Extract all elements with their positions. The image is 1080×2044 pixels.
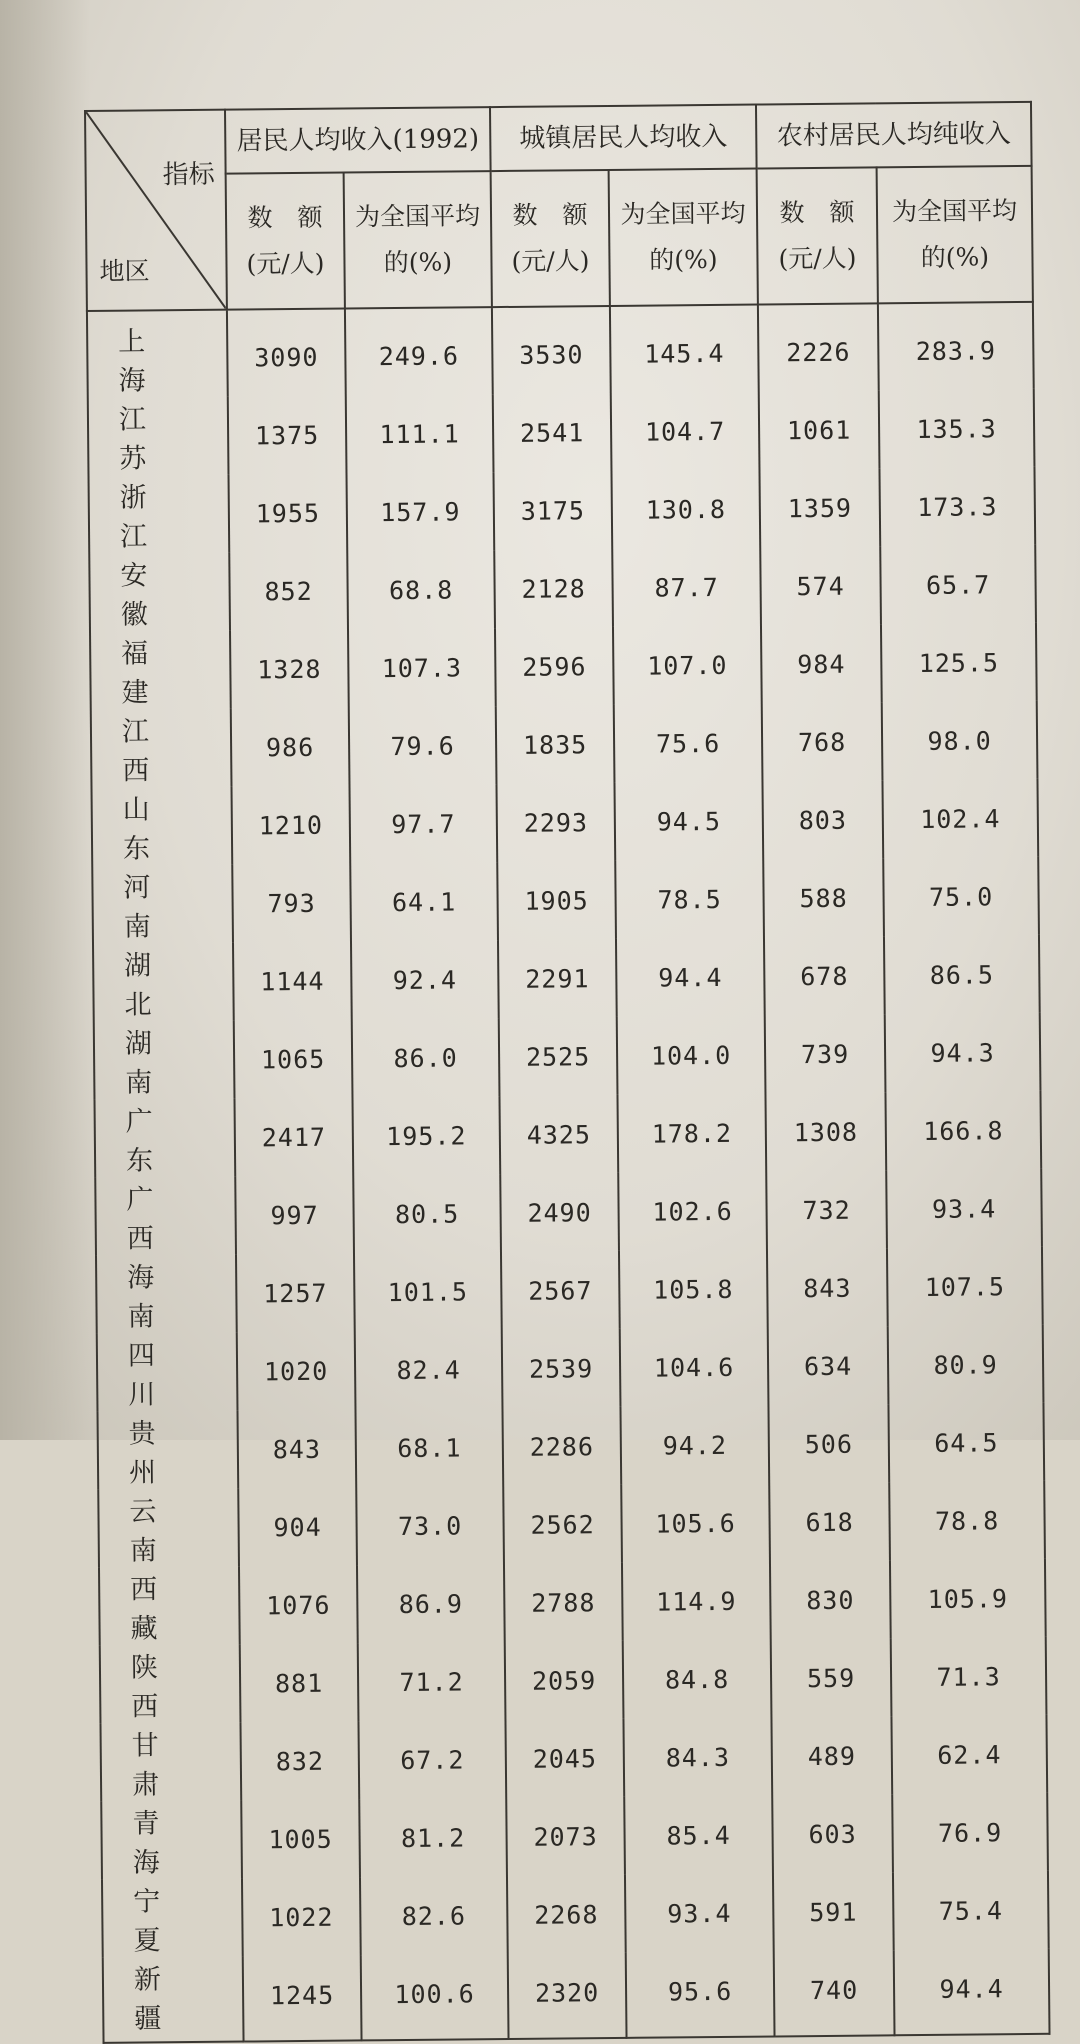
region-name-char: 建 xyxy=(121,677,149,709)
region-cell xyxy=(97,1411,238,1490)
rural-amount-cell: 984 xyxy=(761,624,882,703)
urban-amount-cell: 2291 xyxy=(498,939,617,1018)
group-header-urban: 城镇居民人均收入 xyxy=(490,105,757,172)
rural-amount-cell: 740 xyxy=(774,1950,895,2036)
region-name-char: 海 xyxy=(118,365,146,397)
rural-amount-cell: 739 xyxy=(765,1014,886,1093)
region-cell xyxy=(93,943,234,1022)
resident-percent-cell: 79.6 xyxy=(349,706,497,785)
table-row xyxy=(102,1871,1049,1958)
region-name-char: 藏 xyxy=(130,1613,158,1645)
region-name-char: 江 xyxy=(121,716,150,748)
rural-percent-cell: 107.5 xyxy=(887,1247,1043,1326)
urban-amount-cell: 2286 xyxy=(502,1407,621,1486)
table-row xyxy=(89,545,1036,632)
region-name-char: 南 xyxy=(125,1067,153,1099)
region-cell xyxy=(100,1723,241,1802)
resident-percent-cell: 80.5 xyxy=(353,1174,501,1253)
rural-amount-cell: 2226 xyxy=(758,303,879,391)
urban-amount-cell: 2788 xyxy=(504,1563,623,1642)
resident-percent-cell: 82.4 xyxy=(355,1330,503,1409)
region-name-char: 青 xyxy=(132,1808,160,1840)
urban-amount-cell: 2045 xyxy=(505,1719,624,1798)
table-row xyxy=(101,1793,1048,1880)
resident-amount-cell: 1020 xyxy=(237,1331,356,1410)
urban-percent-cell: 93.4 xyxy=(625,1873,774,1952)
resident-percent-cell: 86.9 xyxy=(357,1564,505,1643)
group-header-rural: 农村居民人均纯收入 xyxy=(756,102,1032,169)
rural-amount-cell: 732 xyxy=(766,1170,887,1249)
table-row xyxy=(99,1559,1046,1646)
table-row xyxy=(88,389,1035,476)
region-name-char: 南 xyxy=(129,1535,157,1567)
urban-percent-cell: 94.2 xyxy=(620,1405,769,1484)
resident-percent-cell: 195.2 xyxy=(352,1096,500,1175)
urban-percent-cell: 95.6 xyxy=(626,1951,775,2037)
region-cell xyxy=(102,1879,243,1958)
urban-amount-cell: 2525 xyxy=(499,1017,618,1096)
resident-amount-cell: 2417 xyxy=(234,1097,353,1176)
rural-amount-cell: 634 xyxy=(768,1326,889,1405)
col-header-percent: 为全国平均 的(%) xyxy=(877,166,1033,303)
region-name-char: 浙 xyxy=(119,482,147,514)
resident-percent-cell: 86.0 xyxy=(352,1018,500,1097)
region-name-char: 陕 xyxy=(130,1652,159,1684)
corner-region-label: 地区 xyxy=(99,256,150,286)
region-name-char: 山 xyxy=(122,794,150,826)
urban-amount-cell: 2059 xyxy=(505,1641,624,1720)
urban-percent-cell: 84.3 xyxy=(623,1717,772,1796)
resident-percent-cell: 73.0 xyxy=(356,1486,504,1565)
region-name-char: 海 xyxy=(127,1262,155,1294)
urban-percent-cell: 178.2 xyxy=(617,1094,766,1173)
resident-amount-cell: 1144 xyxy=(233,941,352,1020)
region-name-char: 贵 xyxy=(128,1418,156,1450)
group-header-resident: 居民人均收入(1992) xyxy=(225,107,491,174)
rural-percent-cell: 94.3 xyxy=(885,1013,1041,1092)
table-row xyxy=(103,1949,1050,2043)
urban-amount-cell: 2320 xyxy=(508,1953,627,2039)
rural-percent-cell: 105.9 xyxy=(890,1559,1046,1638)
resident-amount-cell: 843 xyxy=(237,1409,356,1488)
region-name-char: 湖 xyxy=(124,1028,153,1060)
region-name-char: 安 xyxy=(120,560,148,592)
resident-percent-cell: 249.6 xyxy=(345,307,493,395)
rural-percent-cell: 166.8 xyxy=(885,1091,1041,1170)
table-row xyxy=(100,1637,1047,1724)
urban-percent-cell: 145.4 xyxy=(610,305,759,393)
table-row xyxy=(87,302,1034,398)
income-table-container xyxy=(84,101,1049,2044)
region-name-char: 广 xyxy=(126,1184,154,1216)
region-name-char: 夏 xyxy=(133,1925,161,1957)
resident-amount-cell: 881 xyxy=(240,1643,359,1722)
urban-percent-cell: 87.7 xyxy=(612,548,761,627)
region-cell xyxy=(96,1255,237,1334)
resident-percent-cell: 64.1 xyxy=(350,862,498,941)
table-row xyxy=(91,701,1038,788)
region-cell xyxy=(99,1567,240,1646)
urban-percent-cell: 130.8 xyxy=(611,470,760,549)
resident-percent-cell: 97.7 xyxy=(349,784,497,863)
rural-amount-cell: 559 xyxy=(771,1638,892,1717)
resident-amount-cell: 1210 xyxy=(232,785,351,864)
region-name-char: 州 xyxy=(128,1457,157,1489)
resident-percent-cell: 157.9 xyxy=(347,472,495,551)
urban-amount-cell: 2539 xyxy=(502,1329,621,1408)
rural-percent-cell: 135.3 xyxy=(879,389,1035,468)
region-name-char: 四 xyxy=(127,1340,156,1372)
resident-amount-cell: 1257 xyxy=(236,1253,355,1332)
urban-percent-cell: 78.5 xyxy=(615,860,764,939)
region-cell xyxy=(95,1177,236,1256)
col-header-amount: 数 额 (元/人) xyxy=(757,167,878,304)
region-name-char: 江 xyxy=(119,521,148,553)
region-cell xyxy=(100,1645,241,1724)
urban-percent-cell: 94.5 xyxy=(614,782,763,861)
resident-amount-cell: 1328 xyxy=(230,629,349,708)
region-name-char: 南 xyxy=(127,1301,155,1333)
urban-amount-cell: 2567 xyxy=(501,1251,620,1330)
table-row xyxy=(98,1481,1045,1568)
corner-header-cell xyxy=(85,110,227,311)
region-cell xyxy=(87,310,228,398)
rural-amount-cell: 591 xyxy=(773,1872,894,1951)
urban-amount-cell: 1835 xyxy=(496,705,615,784)
col-header-amount: 数 额 (元/人) xyxy=(491,170,610,307)
rural-amount-cell: 574 xyxy=(760,546,881,625)
page-gutter-shadow xyxy=(0,0,90,1440)
table-row xyxy=(92,857,1039,944)
rural-percent-cell: 76.9 xyxy=(892,1793,1048,1872)
resident-percent-cell: 71.2 xyxy=(358,1642,506,1721)
urban-percent-cell: 85.4 xyxy=(624,1795,773,1874)
table-row xyxy=(93,935,1040,1022)
resident-amount-cell: 3090 xyxy=(227,309,346,397)
region-name-char: 徽 xyxy=(120,599,148,631)
region-name-char: 宁 xyxy=(133,1886,161,1918)
urban-percent-cell: 105.6 xyxy=(621,1483,770,1562)
region-name-char: 西 xyxy=(131,1691,159,1723)
rural-percent-cell: 80.9 xyxy=(888,1325,1044,1404)
resident-amount-cell: 1065 xyxy=(234,1019,353,1098)
region-name-char: 新 xyxy=(133,1964,162,1996)
region-cell xyxy=(88,397,229,476)
region-name-char: 西 xyxy=(126,1223,154,1255)
table-row xyxy=(97,1403,1044,1490)
rural-percent-cell: 98.0 xyxy=(882,701,1038,780)
resident-percent-cell: 107.3 xyxy=(348,628,496,707)
resident-percent-cell: 101.5 xyxy=(354,1252,502,1331)
urban-amount-cell: 3175 xyxy=(493,471,612,550)
corner-indicator-label: 指标 xyxy=(162,159,215,191)
rural-percent-cell: 125.5 xyxy=(881,623,1037,702)
rural-percent-cell: 75.4 xyxy=(893,1871,1049,1950)
region-name-char: 疆 xyxy=(134,2003,162,2035)
table-row xyxy=(95,1169,1042,1256)
rural-percent-cell: 86.5 xyxy=(884,935,1040,1014)
resident-amount-cell: 904 xyxy=(238,1487,357,1566)
region-name-char: 南 xyxy=(123,911,151,943)
urban-percent-cell: 84.8 xyxy=(623,1639,772,1718)
resident-amount-cell: 1955 xyxy=(229,473,348,552)
region-cell xyxy=(91,709,232,788)
rural-amount-cell: 830 xyxy=(770,1560,891,1639)
col-header-percent: 为全国平均 的(%) xyxy=(609,169,758,306)
resident-amount-cell: 986 xyxy=(231,707,350,786)
table-row xyxy=(92,779,1039,866)
rural-percent-cell: 75.0 xyxy=(883,857,1039,936)
table-row xyxy=(89,467,1036,554)
resident-percent-cell: 82.6 xyxy=(360,1876,508,1955)
urban-percent-cell: 104.0 xyxy=(617,1016,766,1095)
region-name-char: 湖 xyxy=(124,950,152,982)
region-cell xyxy=(98,1489,239,1568)
urban-amount-cell: 2490 xyxy=(500,1173,619,1252)
region-name-char: 西 xyxy=(122,755,150,787)
region-cell xyxy=(97,1333,238,1412)
rural-percent-cell: 78.8 xyxy=(889,1481,1045,1560)
table-body xyxy=(87,302,1050,2043)
region-name-char: 苏 xyxy=(119,443,147,475)
region-name-char: 北 xyxy=(124,989,152,1021)
rural-amount-cell: 618 xyxy=(769,1482,890,1561)
resident-percent-cell: 111.1 xyxy=(346,394,494,473)
table-row xyxy=(94,1013,1041,1100)
region-name-char: 河 xyxy=(123,872,151,904)
region-cell xyxy=(92,865,233,944)
rural-amount-cell: 768 xyxy=(762,702,883,781)
rural-amount-cell: 506 xyxy=(768,1404,889,1483)
table-row xyxy=(97,1325,1044,1412)
resident-amount-cell: 852 xyxy=(229,551,348,630)
resident-percent-cell: 68.8 xyxy=(347,550,495,629)
region-cell xyxy=(92,787,233,866)
rural-percent-cell: 283.9 xyxy=(878,302,1034,390)
urban-percent-cell: 104.7 xyxy=(611,392,760,471)
resident-amount-cell: 1245 xyxy=(243,1955,362,2041)
rural-percent-cell: 94.4 xyxy=(894,1949,1050,2035)
region-name-char: 福 xyxy=(121,638,149,670)
resident-amount-cell: 1076 xyxy=(239,1565,358,1644)
rural-amount-cell: 678 xyxy=(764,936,885,1015)
resident-percent-cell: 92.4 xyxy=(351,940,499,1019)
rural-percent-cell: 102.4 xyxy=(882,779,1038,858)
rural-percent-cell: 173.3 xyxy=(879,467,1035,546)
resident-amount-cell: 1005 xyxy=(241,1799,360,1878)
resident-percent-cell: 81.2 xyxy=(359,1798,507,1877)
region-cell xyxy=(90,631,231,710)
resident-percent-cell: 100.6 xyxy=(361,1954,509,2040)
resident-amount-cell: 1022 xyxy=(242,1877,361,1956)
urban-amount-cell: 2562 xyxy=(503,1485,622,1564)
region-name-char: 川 xyxy=(128,1379,156,1411)
region-cell xyxy=(101,1801,242,1880)
rural-amount-cell: 803 xyxy=(762,780,883,859)
resident-amount-cell: 832 xyxy=(240,1721,359,1800)
region-name-char: 上 xyxy=(118,326,146,358)
resident-amount-cell: 1375 xyxy=(228,396,347,475)
region-cell xyxy=(89,553,230,632)
table-row xyxy=(90,623,1037,710)
region-cell xyxy=(95,1099,236,1178)
rural-percent-cell: 93.4 xyxy=(886,1169,1042,1248)
urban-percent-cell: 105.8 xyxy=(619,1249,768,1328)
region-cell xyxy=(103,1957,244,2043)
rural-percent-cell: 64.5 xyxy=(888,1403,1044,1482)
rural-amount-cell: 1359 xyxy=(759,468,880,547)
region-name-char: 东 xyxy=(125,1145,154,1177)
resident-amount-cell: 997 xyxy=(235,1175,354,1254)
region-cell xyxy=(94,1021,235,1100)
rural-amount-cell: 588 xyxy=(763,858,884,937)
rural-amount-cell: 1061 xyxy=(759,390,880,469)
col-header-amount: 数 额 (元/人) xyxy=(226,173,345,310)
urban-amount-cell: 4325 xyxy=(499,1095,618,1174)
col-header-percent: 为全国平均 的(%) xyxy=(344,171,492,308)
region-name-char: 广 xyxy=(125,1106,153,1138)
urban-amount-cell: 2596 xyxy=(495,627,614,706)
urban-percent-cell: 75.6 xyxy=(614,704,763,783)
table-row xyxy=(96,1247,1043,1334)
region-name-char: 甘 xyxy=(131,1730,159,1762)
table-row xyxy=(95,1091,1042,1178)
urban-amount-cell: 1905 xyxy=(497,861,616,940)
rural-amount-cell: 603 xyxy=(772,1794,893,1873)
urban-amount-cell: 2128 xyxy=(494,549,613,628)
urban-percent-cell: 107.0 xyxy=(613,626,762,705)
region-name-char: 东 xyxy=(122,833,151,865)
urban-percent-cell: 114.9 xyxy=(622,1561,771,1640)
region-name-char: 海 xyxy=(132,1847,160,1879)
urban-amount-cell: 2293 xyxy=(496,783,615,862)
rural-percent-cell: 71.3 xyxy=(891,1637,1047,1716)
income-table xyxy=(84,101,1051,2044)
urban-amount-cell: 2073 xyxy=(506,1797,625,1876)
rural-percent-cell: 62.4 xyxy=(891,1715,1047,1794)
region-name-char: 云 xyxy=(129,1496,157,1528)
resident-percent-cell: 68.1 xyxy=(355,1408,503,1487)
urban-percent-cell: 104.6 xyxy=(620,1327,769,1406)
urban-amount-cell: 2268 xyxy=(507,1875,626,1954)
rural-amount-cell: 489 xyxy=(771,1716,892,1795)
rural-amount-cell: 1308 xyxy=(765,1092,886,1171)
resident-percent-cell: 67.2 xyxy=(358,1720,506,1799)
region-name-char: 江 xyxy=(118,404,147,436)
region-cell xyxy=(89,475,230,554)
region-name-char: 肃 xyxy=(131,1769,160,1801)
rural-amount-cell: 843 xyxy=(767,1248,888,1327)
table-row xyxy=(100,1715,1047,1802)
resident-amount-cell: 793 xyxy=(232,863,351,942)
urban-percent-cell: 94.4 xyxy=(616,938,765,1017)
urban-amount-cell: 3530 xyxy=(492,306,611,394)
region-name-char: 西 xyxy=(130,1574,158,1606)
urban-percent-cell: 102.6 xyxy=(618,1172,767,1251)
urban-amount-cell: 2541 xyxy=(493,393,612,472)
rural-percent-cell: 65.7 xyxy=(880,545,1036,624)
